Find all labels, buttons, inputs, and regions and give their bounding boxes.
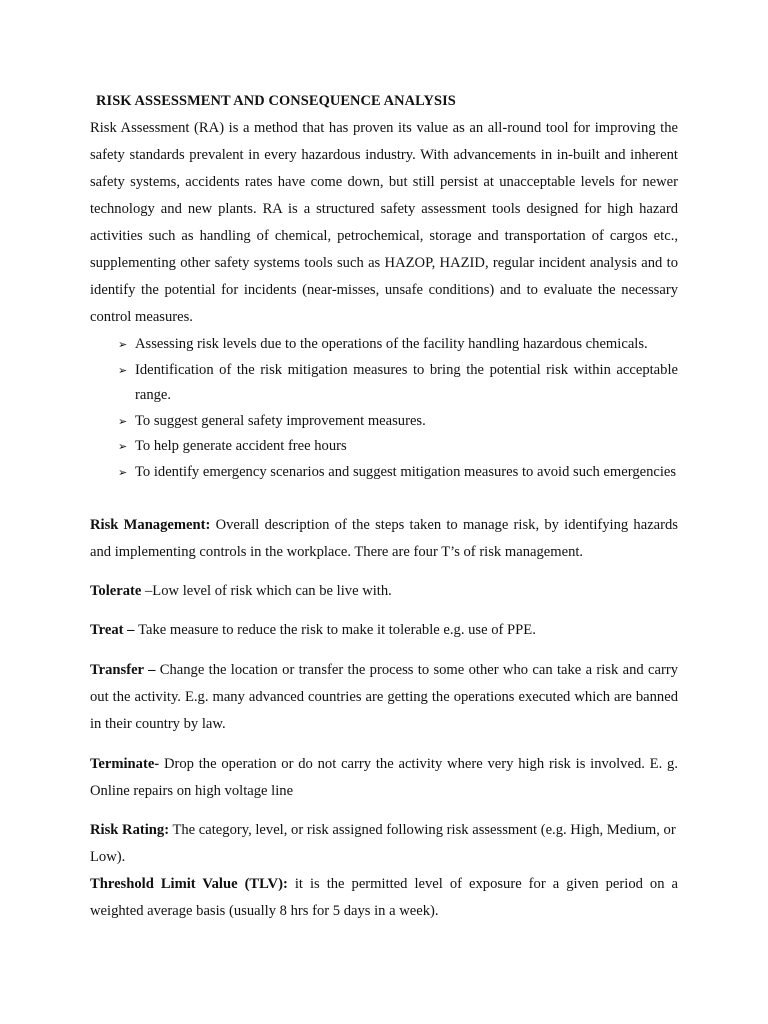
treat-text: Take measure to reduce the risk to make it tolerable e.g. use of PPE. bbox=[138, 622, 536, 638]
transfer-paragraph bbox=[90, 657, 678, 738]
arrowhead-bullet-icon: ➢ bbox=[118, 465, 128, 479]
transfer-text: Change the location or transfer the process to some other who can take a risk and carry out the activity. E.g. many advanced countries are getting the operations executed which are banned in their country by law. bbox=[90, 662, 678, 732]
objectives-list bbox=[118, 332, 678, 485]
arrowhead-bullet-icon: ➢ bbox=[118, 363, 128, 377]
page-title: RISK ASSESSMENT AND CONSEQUENCE ANALYSIS bbox=[96, 93, 456, 109]
arrowhead-bullet-icon: ➢ bbox=[118, 440, 128, 453]
risk-rating-label: Risk Rating: bbox=[90, 822, 170, 838]
list-item: ➢ Identification of the risk mitigation measures to bring the potential risk within acceptable range. bbox=[118, 358, 678, 409]
terminate-paragraph bbox=[90, 751, 678, 805]
treat-paragraph bbox=[90, 617, 678, 644]
tolerate-paragraph bbox=[90, 578, 678, 605]
transfer-label: Transfer – bbox=[90, 662, 160, 678]
list-item: ➢ Assessing risk levels due to the operations of the facility handling hazardous chemicals. bbox=[118, 332, 678, 358]
tlv-label: Threshold Limit Value (TLV): bbox=[90, 876, 288, 892]
risk-management-paragraph bbox=[90, 512, 678, 566]
treat-label: Treat – bbox=[90, 622, 139, 638]
terminate-label: Terminate- bbox=[90, 756, 160, 772]
terminate-text: Drop the operation or do not carry the activity where very high risk is involved. E. g. Online repairs on high voltage line bbox=[90, 756, 678, 799]
tolerate-text: –Low level of risk which can be live with. bbox=[141, 583, 392, 599]
tlv-paragraph bbox=[90, 871, 678, 925]
arrowhead-bullet-icon: ➢ bbox=[118, 414, 128, 428]
tolerate-label: Tolerate bbox=[90, 583, 142, 599]
intro-paragraph: Risk Assessment (RA) is a method that has proven its value as an all-round tool for improving the safety standards prevalent in every hazardous industry. With advancements in in-built and inherent safety systems, accidents rates have come down, but still persist at unacceptable levels for newer technology and new plants. RA is a structured safety assessment tools designed for high hazard activities such as handling of chemical, petrochemical, storage and transportation of cargos etc., supplementing other safety systems tools such as HAZOP, HAZID, regular incident analysis and to identify the potential for incidents (near-misses, unsafe conditions) and to evaluate the necessary control measures. bbox=[90, 120, 678, 325]
tlv-text: it is the permitted level of exposure for a given period on a weighted average basis (usually 8 hrs for 5 days in a week). bbox=[90, 876, 678, 919]
list-item: ➢ To identify emergency scenarios and suggest mitigation measures to avoid such emergencies bbox=[118, 460, 678, 486]
risk-rating-text: The category, level, or risk assigned following risk assessment (e.g. High, Medium, or Low). bbox=[90, 822, 676, 865]
risk-management-text: Overall description of the steps taken to manage risk, by identifying hazards and implementing controls in the workplace. There are four T’s of risk management. bbox=[90, 517, 678, 560]
list-item: ➢ To help generate accident free hours bbox=[118, 434, 678, 460]
arrowhead-bullet-icon: ➢ bbox=[118, 338, 128, 351]
risk-management-label: Risk Management: bbox=[90, 517, 211, 533]
risk-rating-paragraph bbox=[90, 817, 678, 871]
list-item: ➢ To suggest general safety improvement measures. bbox=[118, 409, 678, 435]
